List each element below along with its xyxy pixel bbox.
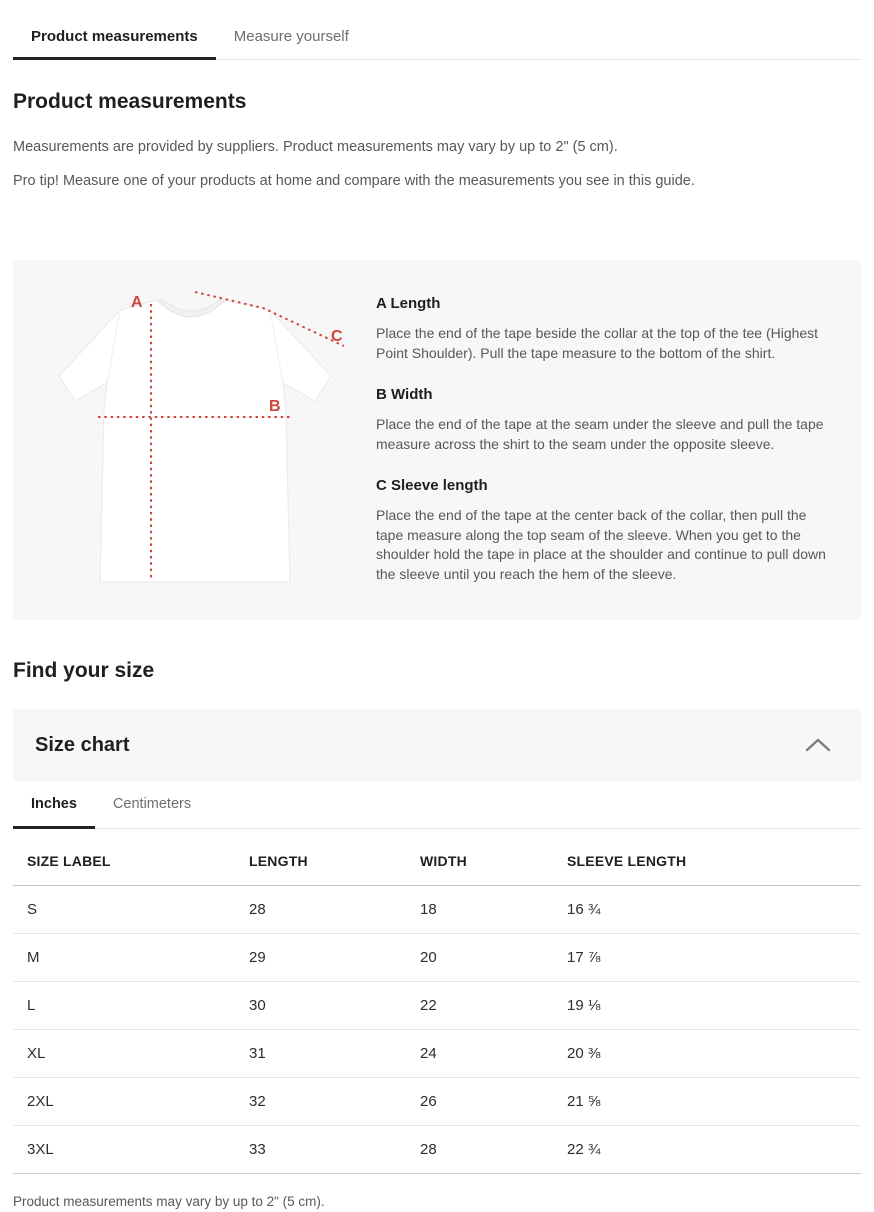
cell-size: XL [13, 1030, 235, 1078]
cell-sleeve: 16 ¾ [553, 886, 861, 934]
size-table [13, 829, 861, 1174]
measurement-diagram-panel [13, 260, 861, 620]
tab-label: Measure yourself [233, 28, 349, 45]
table-row [13, 1078, 861, 1126]
marker-b-label: B [269, 398, 281, 415]
header-size-label: SIZE LABEL [13, 829, 235, 886]
tab-label: Product measurements [31, 28, 198, 45]
chevron-up-icon[interactable] [803, 735, 833, 755]
page-title: Product measurements [13, 90, 247, 113]
size-chart-accordion-header[interactable] [13, 709, 861, 781]
measure-title-sleeve: C Sleeve length [376, 477, 488, 494]
cell-width: 22 [406, 982, 553, 1030]
tab-label: Centimeters [112, 796, 192, 812]
cell-width: 20 [406, 934, 553, 982]
measure-title-width: B Width [376, 386, 433, 403]
unit-tabs [13, 781, 861, 829]
cell-sleeve: 22 ¾ [553, 1126, 861, 1174]
find-your-size-title: Find your size [13, 659, 155, 682]
marker-c-label: C [331, 328, 343, 345]
tab-measure-yourself[interactable] [216, 0, 367, 60]
table-row [13, 1030, 861, 1078]
measurement-instructions [373, 260, 861, 620]
table-row [13, 982, 861, 1030]
tab-product-measurements[interactable] [13, 0, 216, 60]
intro-paragraph-2: Pro tip! Measure one of your products at home and compare with the measurements you see in this guide. [13, 173, 695, 189]
tab-centimeters[interactable] [95, 781, 209, 829]
table-footnote: Product measurements may vary by up to 2" (5 cm). [13, 1194, 325, 1209]
header-width: WIDTH [406, 829, 553, 886]
intro-paragraph-1: Measurements are provided by suppliers. Product measurements may vary by up to 2" (5 cm). [13, 139, 618, 155]
cell-sleeve: 21 ⅝ [553, 1078, 861, 1126]
cell-length: 28 [235, 886, 406, 934]
tshirt-shape [59, 300, 331, 582]
cell-length: 32 [235, 1078, 406, 1126]
cell-length: 31 [235, 1030, 406, 1078]
cell-sleeve: 19 ⅛ [553, 982, 861, 1030]
table-row [13, 886, 861, 934]
guide-tabs [13, 0, 861, 60]
table-row [13, 934, 861, 982]
cell-size: M [13, 934, 235, 982]
cell-size: L [13, 982, 235, 1030]
marker-a-label: A [131, 294, 143, 311]
measure-text-length: Place the end of the tape beside the collar at the top of the tee (Highest Point Shoulder). Pull the tape measure to the bottom of the shirt. [376, 325, 819, 361]
cell-width: 28 [406, 1126, 553, 1174]
cell-width: 26 [406, 1078, 553, 1126]
cell-width: 18 [406, 886, 553, 934]
cell-size: 2XL [13, 1078, 235, 1126]
header-length: LENGTH [235, 829, 406, 886]
tab-label: Inches [31, 796, 77, 812]
table-header-row [13, 829, 861, 886]
cell-sleeve: 17 ⅞ [553, 934, 861, 982]
table-row [13, 1126, 861, 1174]
header-sleeve-length: SLEEVE LENGTH [553, 829, 861, 886]
cell-length: 29 [235, 934, 406, 982]
size-chart-title: Size chart [35, 733, 130, 756]
cell-length: 30 [235, 982, 406, 1030]
measure-title-length: A Length [376, 295, 441, 312]
cell-size: S [13, 886, 235, 934]
measure-text-sleeve: Place the end of the tape at the center back of the collar, then pull the tape measure along the top seam of the sleeve. When you get to the shoulder hold the tape in place at the shoulder and continue to pull down the sleeve until you reach the hem of the sleeve. [376, 507, 826, 582]
cell-width: 24 [406, 1030, 553, 1078]
cell-length: 33 [235, 1126, 406, 1174]
measure-text-width: Place the end of the tape at the seam under the sleeve and pull the tape measure across the shirt to the seam under the opposite sleeve. [376, 416, 824, 452]
tab-inches[interactable] [13, 781, 95, 829]
tshirt-diagram [13, 260, 373, 620]
cell-size: 3XL [13, 1126, 235, 1174]
cell-sleeve: 20 ⅜ [553, 1030, 861, 1078]
